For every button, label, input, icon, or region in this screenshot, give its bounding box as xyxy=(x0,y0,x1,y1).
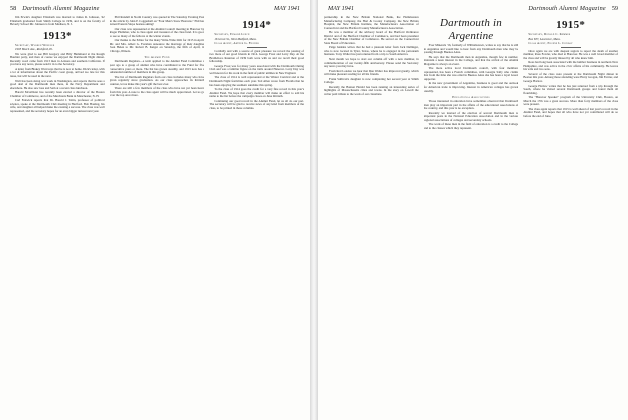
paragraph: George Harlow writes that he has just returned from a trip through the South, where he visited several Dartmouth groups and found them all flourishing. xyxy=(523,83,619,95)
paragraph: Several of the class were present at the Dartmouth Night dinner in Boston this year. Among those attending were Harry Grogan, Jim Ferrier, and George Harlow. xyxy=(523,71,619,84)
class-heading: 1913* xyxy=(42,29,72,42)
paragraph: Phil Randall in North Country was quoted in The Saturday Evening Post in the article by John P. Coggeshall on "Four Men's Snow Heavens." Phil has turned Eastern Slope hostess-skiing! xyxy=(109,16,205,27)
left-column-2 xyxy=(110,16,205,418)
paragraph: A letter from Blakey Ward says that he is now at home. Dick's letter, with a lot of information about the Pacific coast group, arrived too late for this issue, but will be used in the next. xyxy=(10,66,105,79)
class-agent: Class Agent, Eugene L. Conway xyxy=(528,41,573,46)
right-page xyxy=(318,0,628,420)
paragraph: There are still a few members of the class who have not yet been heard from this year. A note to the class agent will be much appreciated. Let us go over the top once more. xyxy=(109,86,205,98)
paragraph: Ever Minerals '16, formerly of Williamstown, writes to say that he is still in Argentina and would like to hear from any Dartmouth men who may be passing through Buenos Aires. xyxy=(423,43,519,55)
paragraph: Cordially and with a source of great pleasure we record the passing of two more of our good friends in 1914. George Frost and Larry Day. At the Brattleboro Reunion of 1939 both were with us and we recall their good fellowship. xyxy=(209,48,305,64)
paragraph: Jim Erwin's daughter Elizabeth was married to James R. Johnson, '42 Elizabeth graduated from Smith College in 1939, and is on the faculty of Beverly School Mr. Johnson is from Madison, N. J. xyxy=(10,16,105,27)
paragraph: He says that the Dartmouth men in Argentina, though few in number, maintain a keen interest in the College, and that the arrival of the Alumni Magazine is always an event. xyxy=(423,54,519,66)
paragraph: We were glad to see Bill Gregory and Billy Hammond at the Rough Boulder party, and then of course we enjoyed the Dartmouth Night dinner. Recently word came from 1913 men in Arizona and southern California. If you have any news, please send it in to the Secretary. xyxy=(10,51,105,67)
paragraph: Our thanks to the Editor for the many Write-Wide-Web for 1915 in April. Mr. and Mrs. Albert G. Forsman announce the marriage of their daughter Joan Helen to Mr. Robert B. Keiger on Saturday, the fifth of April, in Chicago, Illinois. xyxy=(109,38,205,53)
page-gutter xyxy=(310,0,318,420)
paragraph: George Frost was for many years associated with the Dartmouth Outing Club and was a familiar figure on the trails around Hanover. Larry Day was well known for his work in the field of public utilities in New England. xyxy=(209,63,305,75)
issue-date: MAY 1941 xyxy=(328,5,354,12)
paragraph: The class of 1914 is well represented at the Winter Carnival and at the Dartmouth Night festivities each year. Ted Allen wrote from Florida that he has been enjoying the southern sunshine this spring. xyxy=(209,75,305,87)
right-page-columns xyxy=(324,16,618,418)
paragraph: Our class was represented at the Alumni Council meeting in Hanover by Roger Plummer, who is class agent and treasurer of the class fund. It is good to see so many of the fellows at the winter events. xyxy=(109,26,205,38)
paragraph: The class agent reports that 1915 is well ahead of last year's record in the Alumni Fund, and hopes that all who have not yet contributed will do so before the end of June. xyxy=(523,106,619,118)
paragraph: Harold McAllister has recently been elected a director of the Boston Chamber of Commerce, and of the Merchants Bank in Manchester, N. H. xyxy=(10,90,105,98)
secretary-address: Box 637, Lawrence, Mass. xyxy=(528,36,561,41)
left-page-header xyxy=(10,5,304,14)
paragraph: Paige Jenkins writes that he had a pleasant letter from Jack Dellinger, who is now located in Tyler, Texas, where he is engaged in the petroleum business. Tony Walter has just returned from a trip to South America. xyxy=(324,45,419,57)
paragraph: Frank Sullivan's daughter is now completing her second year at Smith College. xyxy=(324,76,419,85)
right-page-header xyxy=(324,5,618,14)
paragraph: From Red London we hear that Dan Walter has improved greatly, which will make pleasant reading for all his friends. xyxy=(324,68,419,77)
left-column-1 xyxy=(10,16,105,418)
divider xyxy=(247,47,267,48)
class-secretary: Secretary, Edward Leech xyxy=(214,32,250,36)
left-column-3 xyxy=(209,16,304,418)
paragraph: In the new government of Argentina, business is good and the outlook for American trade is improving. Interest in American colleges has grown steadily. xyxy=(423,81,519,93)
paragraph: To the class of 1914 goes the credit for a very fine record in this year's Alumni Fund. We hope that every member will make an effort to add his name to the list before the campaign closes on June thirtieth. xyxy=(209,87,305,99)
paragraph: Recently the Banner Herald has been running an interesting series of highlights of Massachusetts cities and towns. In the story on Lowell the writer paid tribute to the work of our classmate. xyxy=(324,84,419,96)
paragraph: The work of these men in the field of education is a credit to the College and to the classes which they represent. xyxy=(423,122,519,130)
page-number: 59 xyxy=(611,5,618,12)
secretary-address: 1903 Beech Ave., Rockford, Ill. xyxy=(15,47,53,52)
divider xyxy=(561,47,581,48)
paragraph: Next month we hope to start our column off with a new member, in commemoration of our twenty-fifth anniversary. Please send the Secretary any news you may have. xyxy=(324,57,419,69)
running-title: Dartmouth Alumni Magazine xyxy=(22,5,100,12)
article-heading: Dartmouth in Argentine xyxy=(440,17,502,42)
secretary-address: 16 Grove St., West Medford, Mass. xyxy=(214,36,257,41)
paragraph: Carl Fenwick reports that Dr. Harold J. Tobin, professor of political science, spoke at the Dartmouth Club meeting in Hartford. Bob Hasting, his wife, and daughter all helped make the evening a success. The class was well represented, and the secretary hopes for an even bigger turnout next year. xyxy=(10,98,105,113)
left-page xyxy=(0,0,310,420)
paragraph: The list of Dartmouth Regulars from our class includes many who have given regularly since graduation. As our class approaches its thirtieth reunion, let us make this year's gift the best ever. xyxy=(109,74,205,86)
section-subheading: The Alumni Fund xyxy=(144,55,170,60)
paragraph: Walt has been doing war work in Washington, and reports that he sees a good deal of the Dartmouth men there, in the Navy Department and elsewhere. He also saw Gus and Sam at a recent class luncheon. xyxy=(10,78,105,90)
right-column-1 xyxy=(324,16,419,418)
paragraph: Recently we learned of the election of several Dartmouth men to important posts in the National Education Association and in the various regional associations of colleges and secondary schools. xyxy=(423,110,519,122)
left-page-columns xyxy=(10,16,304,418)
paragraph: Those interested in education have sometimes observed that Dartmouth men play an important part in the affairs of the educational associations of the country, and this year is no exception. xyxy=(423,99,519,111)
section-subheading: Educational Associations xyxy=(452,95,490,100)
paragraph: Ross had long been associated with the lumber business in northern New Hampshire, and was active in the civic affairs of his community. He leaves his wife and two sons. xyxy=(523,60,619,72)
issue-date: MAY 1941 xyxy=(274,5,300,12)
paragraph: The "Hanover Speaker" program of the University Club, Boston, on March the 17th was a great success. More than forty members of the class were present. xyxy=(523,95,619,107)
paragraph: The more active local Dartmouth council, with four members represented, has been a French committee, with Georgia Sally who claims that from the time she was oiled in Buenos Aires she has been a loyal Green supporter. xyxy=(423,66,519,81)
right-column-2 xyxy=(424,16,519,418)
paragraph: Once again we are with deepest regrets to report the death of another member, Ross Fowler, who died at Hanover. He was a well loved member of the class and will be greatly missed by all who knew him. xyxy=(523,48,619,60)
paragraph: partnership in the New Britain National Bank, the Hammonton Manufacturing Company, the Hart & Cooley Company, the New Britain Hospital, the New Britain Institute, the Manufacturers Association of Connecticut and the Hartford County Manufacturers Association. xyxy=(324,16,419,30)
paragraph: He was a member of the advisory board of the Hartford Ordinance District and of the Hartford Chamber of Commerce, and had been president of the New Britain Chamber of Commerce. He served on the Connecticut State Board of Education. xyxy=(324,30,419,45)
class-secretary: Secretary, Donald C. Kemmer xyxy=(528,32,571,36)
paragraph: Dartmouth Regulars—a term applied to the Alumni Fund Committee a year ago to a group of alumni who have contributed to the Fund for five consecutive years or more. The list has grown steadily, and 1913 now has a substantial number of members in this group. xyxy=(109,59,205,75)
page-number: 58 xyxy=(10,5,17,12)
paragraph: Continuing our good record in the Alumni Fund, let us all do our part. The secretary will be glad to receive news of any kind from members of the class, to be printed in these columns. xyxy=(209,98,305,110)
running-title: Dartmouth Alumni Magazine xyxy=(528,5,606,12)
class-heading: 1915* xyxy=(556,19,586,31)
class-secretary: Secretary, Warren Wheeler xyxy=(15,42,55,47)
class-agent: Class Agent, Arthur G. Fiecher xyxy=(214,41,260,46)
right-column-3 xyxy=(523,16,618,418)
class-heading: 1914* xyxy=(242,19,272,31)
